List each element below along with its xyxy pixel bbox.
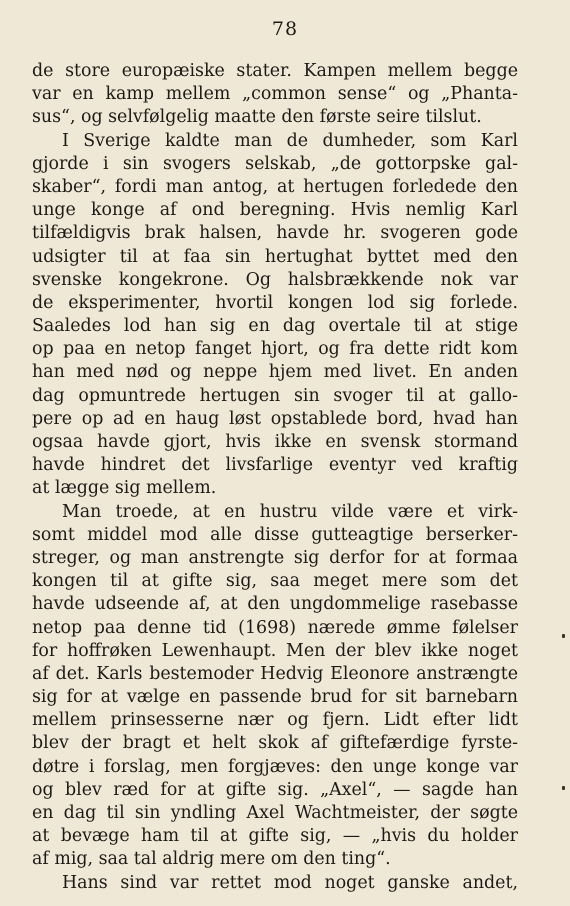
text-line: for hoffrøken Lewenhaupt. Men der blev ikke noget: [32, 640, 518, 661]
text-line: blev der bragt et helt skok af giftefærdige fyrste-: [32, 733, 518, 754]
margin-speck: [562, 786, 565, 790]
margin-speck: [562, 634, 565, 638]
text-line: han med nød og neppe hjem med livet. En anden: [32, 362, 518, 383]
text-line: Man troede, at en hustru vilde være et virk-: [62, 501, 518, 522]
text-line: netop paa denne tid (1698) nærede ømme følelser: [32, 617, 518, 638]
text-line: udsigter til at faa sin hertughat byttet med den: [32, 246, 518, 267]
text-line: havde hindret det livsfarlige eventyr ved kraftig: [32, 455, 518, 476]
text-line: kongen til at gifte sig, saa meget mere som det: [32, 571, 518, 592]
page-number: 78: [271, 18, 299, 40]
text-line: at bevæge ham til at gifte sig, — „hvis du holder: [32, 826, 518, 847]
text-line: døtre i forslag, men forgjæves: den unge konge var: [32, 756, 518, 777]
text-line: ogsaa havde gjort, hvis ikke en svensk stormand: [32, 432, 518, 452]
text-line: dag opmuntrede hertugen sin svoger til at gallo-: [32, 385, 518, 406]
text-line: sus“, og selvfølgelig maatte den første seire tilslut.: [32, 107, 482, 128]
text-line: pere op ad en haug løst opstablede bord, hvad han: [32, 408, 518, 429]
text-line: at lægge sig mellem.: [32, 478, 217, 499]
text-line: af det. Karls bestemoder Hedvig Eleonore anstrængte: [32, 663, 518, 684]
text-line: I Sverige kaldte man de dumheder, som Karl: [62, 130, 518, 151]
text-line: var en kamp mellem „common sense“ og „Phanta-: [32, 84, 518, 105]
text-line: de store europæiske stater. Kampen mellem begge: [32, 61, 518, 81]
text-line: Saaledes lod han sig en dag overtale til at stige: [32, 316, 518, 337]
body-text: [32, 60, 518, 895]
text-line: op paa en netop fanget hjort, og fra dette ridt kom: [32, 339, 518, 360]
text-line: af mig, saa tal aldrig mere om den ting“.: [32, 849, 391, 870]
text-line: tilfældigvis brak halsen, havde hr. svogeren gode: [32, 223, 518, 244]
text-line: streger, og man anstrengte sig derfor for at formaa: [32, 547, 518, 568]
text-line: Hans sind var rettet mod noget ganske andet,: [62, 872, 518, 893]
text-line: unge konge af ond beregning. Hvis nemlig Karl: [32, 200, 518, 221]
text-line: sig for at vælge en passende brud for sit barnebarn: [32, 687, 518, 708]
text-line: skaber“, fordi man antog, at hertugen forledede den: [32, 176, 518, 197]
text-line: svenske kongekrone. Og halsbrækkende nok var: [32, 269, 518, 290]
text-line: gjorde i sin svogers selskab, „de gottorpske gal-: [32, 153, 518, 174]
text-line: en dag til sin yndling Axel Wachtmeister, der søgte: [32, 803, 518, 823]
text-line: de eksperimenter, hvortil kongen lod sig forlede.: [32, 292, 518, 313]
text-line: somt middel mod alle disse gutteagtige berserker-: [32, 524, 518, 545]
text-line: mellem prinsesserne nær og fjern. Lidt efter lidt: [32, 710, 518, 731]
text-line: og blev ræd for at gifte sig. „Axel“, — sagde han: [32, 779, 518, 800]
text-line: havde udseende af, at den ungdommelige rasebasse: [32, 594, 518, 615]
